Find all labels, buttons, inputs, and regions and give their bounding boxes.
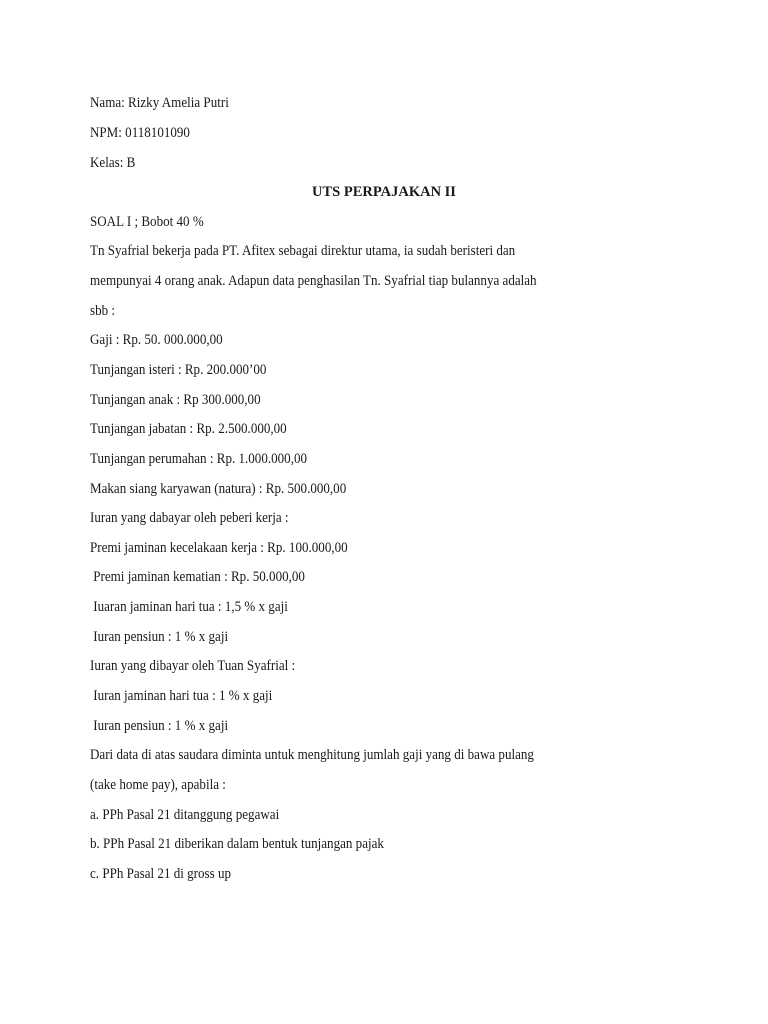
student-class: Kelas: B — [90, 155, 136, 171]
soal-intro-line-1: Tn Syafrial bekerja pada PT. Afitex sebagai direktur utama, ia sudah beristeri dan — [90, 243, 516, 259]
item-iuran-pemberi-kerja: Iuran yang dabayar oleh peberi kerja : — [90, 510, 289, 526]
option-a: a. PPh Pasal 21 ditanggung pegawai — [90, 807, 280, 823]
document-title — [0, 183, 768, 201]
item-premi-kematian: Premi jaminan kematian : Rp. 50.000,00 — [90, 569, 305, 585]
item-tunjangan-perumahan: Tunjangan perumahan : Rp. 1.000.000,00 — [90, 451, 308, 467]
item-iuran-pensiun-pemberi: Iuran pensiun : 1 % x gaji — [90, 629, 229, 645]
item-tunjangan-anak: Tunjangan anak : Rp 300.000,00 — [90, 392, 261, 408]
item-iuran-hari-tua-pemberi: Iuaran jaminan hari tua : 1,5 % x gaji — [90, 599, 288, 615]
item-premi-kecelakaan: Premi jaminan kecelakaan kerja : Rp. 100.000,00 — [90, 540, 348, 556]
student-npm: NPM: 0118101090 — [90, 125, 190, 141]
question-line-1: Dari data di atas saudara diminta untuk menghitung jumlah gaji yang di bawa pulang — [90, 747, 534, 763]
item-iuran-tuan-syafrial: Iuran yang dibayar oleh Tuan Syafrial : — [90, 658, 296, 674]
option-c: c. PPh Pasal 21 di gross up — [90, 866, 232, 882]
item-tunjangan-jabatan: Tunjangan jabatan : Rp. 2.500.000,00 — [90, 421, 287, 437]
item-makan-siang: Makan siang karyawan (natura) : Rp. 500.000,00 — [90, 481, 347, 497]
soal-intro-line-3: sbb : — [90, 303, 116, 319]
question-line-2: (take home pay), apabila : — [90, 777, 226, 793]
item-gaji: Gaji : Rp. 50. 000.000,00 — [90, 332, 223, 348]
soal-heading: SOAL I ; Bobot 40 % — [90, 214, 204, 230]
option-b: b. PPh Pasal 21 diberikan dalam bentuk tunjangan pajak — [90, 836, 384, 852]
soal-intro-line-2: mempunyai 4 orang anak. Adapun data penghasilan Tn. Syafrial tiap bulannya adalah — [90, 273, 537, 289]
document-title-text: UTS PERPAJAKAN II — [312, 184, 456, 200]
item-iuran-hari-tua-pegawai: Iuran jaminan hari tua : 1 % x gaji — [90, 688, 273, 704]
item-tunjangan-isteri: Tunjangan isteri : Rp. 200.000’00 — [90, 362, 267, 378]
item-iuran-pensiun-pegawai: Iuran pensiun : 1 % x gaji — [90, 718, 229, 734]
student-name: Nama: Rizky Amelia Putri — [90, 95, 229, 111]
